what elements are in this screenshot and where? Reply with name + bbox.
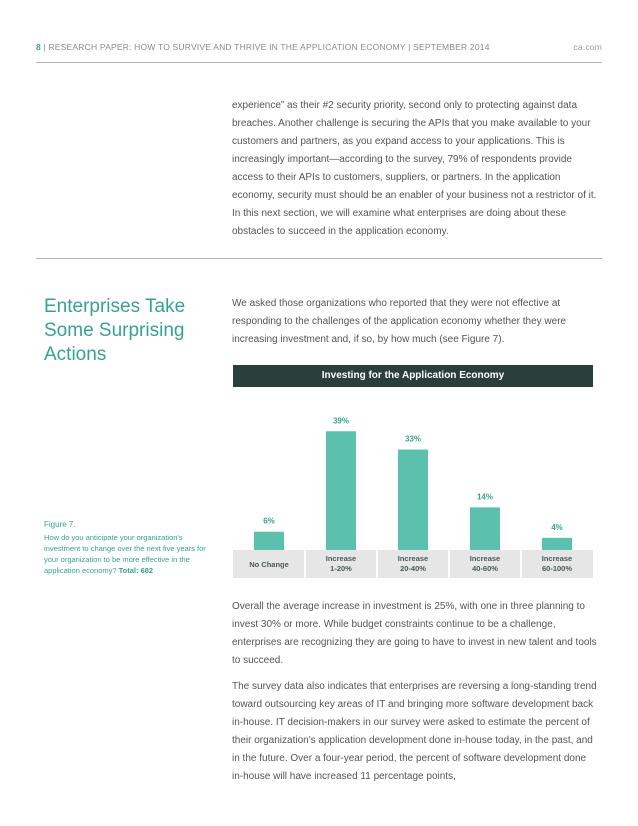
bar-value-label-3: 14% [476, 492, 494, 502]
chart-body [233, 387, 593, 578]
figure-caption-text: How do you anticipate your organization's investment to change over the next five years for your organization to be more effective in the application economy? [44, 533, 206, 575]
after-paragraph-2: The survey data also indicates that enterprises are reversing a long-standing trend toward outsourcing key areas of IT and bringing more software development back in-house. IT decision-makers in our survey were asked to estimate the percent of their organization's application development done in-house today, in the past, and in the future. Over a four-year period, the percent of software development done in-house will have increased 11 percentage points, [232, 681, 597, 782]
bar-value-label-1: 39% [332, 416, 350, 426]
chart-svg [233, 387, 593, 578]
bar-value-label-0: 6% [263, 516, 275, 526]
category-label-2: Increase 20-40% [397, 554, 429, 573]
figure-label: Figure 7. [44, 520, 76, 529]
category-label-4: Increase 60-100% [541, 554, 573, 573]
chart-title: Investing for the Application Economy [233, 365, 593, 387]
investment-chart [233, 365, 593, 578]
after-paragraph-1: Overall the average increase in investment is 25%, with one in three planning to invest 30% or more. While budget constraints continue to be a challenge, enterprises are recognizing they are going to have to invest in new talent and tools to succeed. [232, 601, 597, 666]
category-label-0: No Change [249, 560, 289, 569]
section-divider [36, 258, 602, 259]
page-header [36, 42, 602, 56]
bar-value-label-2: 33% [404, 434, 422, 444]
bar-2 [398, 450, 428, 550]
bar-value-label-4: 4% [551, 522, 563, 532]
bar-4 [542, 538, 572, 550]
category-label-3: Increase 40-60% [469, 554, 501, 573]
bar-3 [470, 507, 500, 550]
page-number: 8 [36, 42, 41, 52]
header-title: | RESEARCH PAPER: HOW TO SURVIVE AND THRIVE IN THE APPLICATION ECONOMY | SEPTEMBER 2014 [40, 42, 490, 52]
category-label-1: Increase 1-20% [325, 554, 357, 573]
bar-0 [254, 532, 284, 550]
figure-total: Total: 682 [118, 566, 154, 575]
intro-paragraph-2: In this next section, we will examine what enterprises are doing about these obstacles to succeed in the application economy. [232, 208, 567, 237]
section-lead-paragraph: We asked those organizations who reported that they were not effective at responding to the challenges of the application economy whether they were increasing investment and, if so, by how much (see Figure 7). [232, 298, 567, 345]
section-title: Enterprises Take Some Surprising Actions [44, 296, 186, 365]
intro-paragraph-1: experience” as their #2 security priority, second only to protecting against data breaches. Another challenge is securing the APIs that you make available to your customers and partners, as you expand access to your applications. This is increasingly important—according to the survey, 79% of respondents provide access to their APIs to customers, suppliers, or partners. In the application economy, security must should be an enabler of your business not a restrictor of it. [232, 100, 597, 201]
header-divider [36, 62, 602, 63]
figure-caption [44, 532, 214, 576]
site-link[interactable]: ca.com [573, 42, 602, 52]
bar-1 [326, 431, 356, 550]
